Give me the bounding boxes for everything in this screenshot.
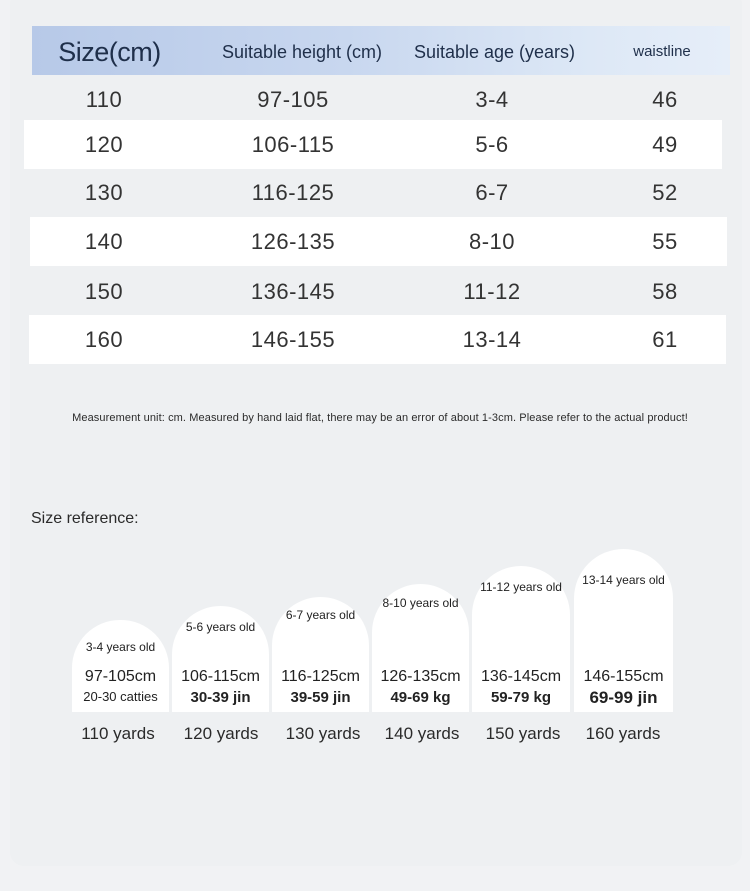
cell-waist: 49 <box>652 132 678 157</box>
figure-140 <box>372 584 469 712</box>
figure-height: 146-155cm <box>583 668 664 685</box>
yard-label: 160 yards <box>585 724 661 743</box>
figure-age: 13-14 years old <box>582 573 665 587</box>
header-size: Size(cm) <box>58 37 161 67</box>
cell-size: 160 <box>84 327 124 352</box>
cell-waist: 52 <box>652 180 678 205</box>
table-row <box>29 315 726 364</box>
figure-age: 11-12 years old <box>480 580 562 594</box>
figure-120 <box>172 606 269 712</box>
cell-waist: 55 <box>652 229 678 254</box>
figure-weight: 59-79 kg <box>490 689 552 706</box>
figure-150 <box>472 566 570 712</box>
table-row <box>32 75 722 124</box>
table-header <box>32 26 730 75</box>
figure-160 <box>574 549 673 712</box>
table-row <box>32 168 722 217</box>
yard-label: 150 yards <box>485 724 561 743</box>
measurement-note: Measurement unit: cm. Measured by hand laid flat, there may be an error of about 1-3cm. Please refer to the actual product! <box>72 412 688 424</box>
table-row <box>30 217 727 266</box>
cell-height: 146-155 <box>250 327 336 352</box>
cell-size: 150 <box>84 279 124 304</box>
header-age: Suitable age (years) <box>413 42 576 62</box>
figure-weight: 69-99 jin <box>589 688 658 707</box>
figure-130 <box>272 597 369 712</box>
cell-size: 140 <box>84 229 124 254</box>
cell-age: 6-7 <box>475 180 509 205</box>
figure-weight: 39-59 jin <box>290 689 351 706</box>
cell-age: 3-4 <box>475 87 509 112</box>
figure-height: 136-145cm <box>480 668 562 685</box>
cell-size: 110 <box>85 87 123 112</box>
figure-weight: 49-69 kg <box>390 689 451 706</box>
yard-label: 110 yards <box>81 724 155 743</box>
header-waistline: waistline <box>633 43 691 60</box>
figure-weight: 30-39 jin <box>190 689 251 706</box>
size-reference-title: Size reference: <box>31 510 139 527</box>
figure-weight: 20-30 catties <box>83 689 158 704</box>
cell-age: 8-10 <box>468 229 516 254</box>
cell-waist: 46 <box>652 87 678 112</box>
cell-size: 120 <box>84 132 124 157</box>
yard-label: 120 yards <box>183 724 259 743</box>
table-row <box>24 120 722 169</box>
table-row <box>32 267 722 316</box>
cell-height: 136-145 <box>250 279 336 304</box>
header-height: Suitable height (cm) <box>221 42 383 62</box>
yard-label: 140 yards <box>384 724 460 743</box>
cell-height: 97-105 <box>257 87 329 112</box>
figure-age: 6-7 years old <box>285 608 356 622</box>
figure-height: 106-115cm <box>181 668 260 685</box>
cell-height: 106-115 <box>251 132 335 157</box>
figure-height: 97-105cm <box>84 668 157 685</box>
figure-height: 116-125cm <box>281 668 360 685</box>
figure-age: 3-4 years old <box>85 640 156 654</box>
cell-age: 11-12 <box>463 279 521 304</box>
cell-age: 5-6 <box>475 132 509 157</box>
cell-waist: 61 <box>652 327 678 352</box>
figure-age: 8-10 years old <box>382 596 459 610</box>
cell-waist: 58 <box>652 279 678 304</box>
cell-height: 126-135 <box>250 229 336 254</box>
cell-height: 116-125 <box>251 180 335 205</box>
figure-height: 126-135cm <box>380 668 461 685</box>
yard-label: 130 yards <box>285 724 361 743</box>
cell-age: 13-14 <box>462 327 522 352</box>
cell-size: 130 <box>84 180 124 205</box>
figure-age: 5-6 years old <box>185 620 256 634</box>
figure-110 <box>72 620 169 712</box>
